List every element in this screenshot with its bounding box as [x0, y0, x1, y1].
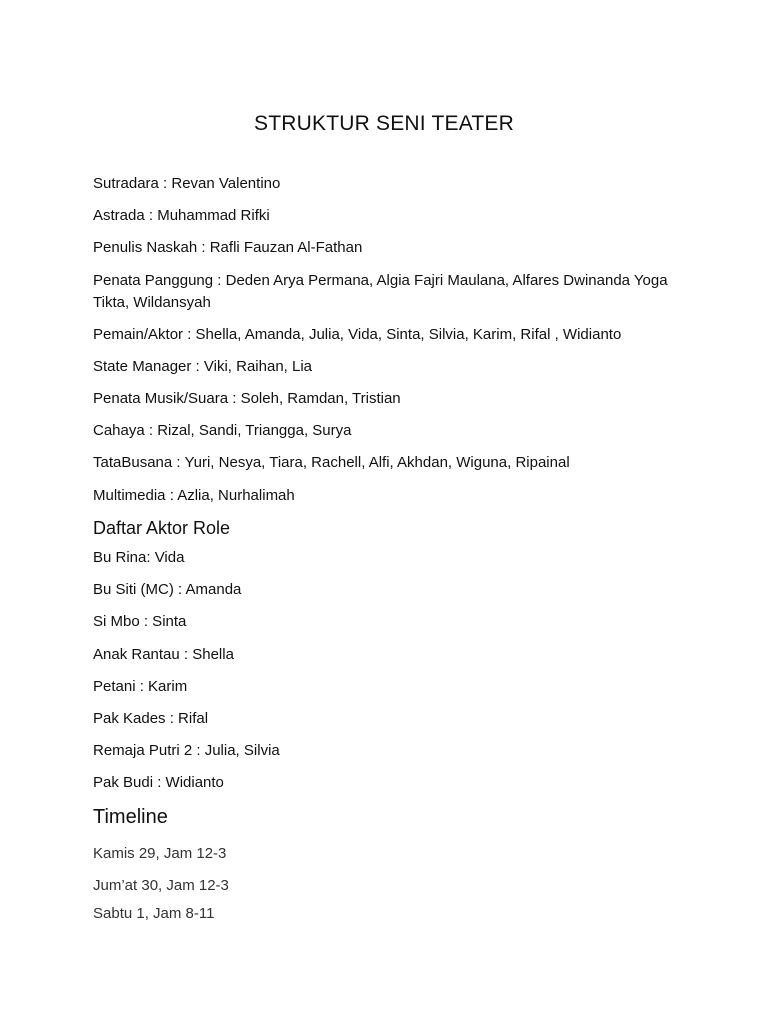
timeline-entry: Kamis 29, Jam 12-3: [93, 845, 227, 862]
crew-line-astrada: Astrada : Muhammad Rifki: [93, 207, 270, 224]
page-title: STRUKTUR SENI TEATER: [254, 112, 514, 135]
role-line: Bu Rina: Vida: [93, 549, 185, 566]
crew-line-tata-busana: TataBusana : Yuri, Nesya, Tiara, Rachell, Alfi, Akhdan, Wiguna, Ripainal: [93, 454, 570, 471]
role-line: Petani : Karim: [93, 678, 188, 695]
crew-line-penata-musik: Penata Musik/Suara : Soleh, Ramdan, Tristian: [93, 390, 401, 407]
crew-line-penata-panggung: Penata Panggung : Deden Arya Permana, Algia Fajri Maulana, Alfares Dwinanda Yoga Tikta, Wildansyah: [93, 272, 668, 311]
role-line: Pak Budi : Widianto: [93, 774, 224, 791]
timeline-heading: Timeline: [93, 806, 168, 828]
crew-line-multimedia: Multimedia : Azlia, Nurhalimah: [93, 487, 295, 504]
role-line: Pak Kades : Rifal: [93, 710, 209, 727]
crew-line-sutradara: Sutradara : Revan Valentino: [93, 175, 281, 192]
roles-heading: Daftar Aktor Role: [93, 518, 231, 538]
role-line: Anak Rantau : Shella: [93, 646, 234, 663]
crew-line-penulis-naskah: Penulis Naskah : Rafli Fauzan Al-Fathan: [93, 239, 363, 256]
crew-line-cahaya: Cahaya : Rizal, Sandi, Triangga, Surya: [93, 422, 352, 439]
crew-line-pemain-aktor: Pemain/Aktor : Shella, Amanda, Julia, Vida, Sinta, Silvia, Karim, Rifal , Widianto: [93, 326, 622, 343]
crew-line-state-manager: State Manager : Viki, Raihan, Lia: [93, 358, 313, 375]
role-line: Si Mbo : Sinta: [93, 613, 187, 630]
role-line: Remaja Putri 2 : Julia, Silvia: [93, 742, 280, 759]
role-line: Bu Siti (MC) : Amanda: [93, 581, 242, 598]
timeline-entry: Jum’at 30, Jam 12-3: [93, 877, 229, 894]
timeline-entry: Sabtu 1, Jam 8-11: [93, 905, 215, 922]
